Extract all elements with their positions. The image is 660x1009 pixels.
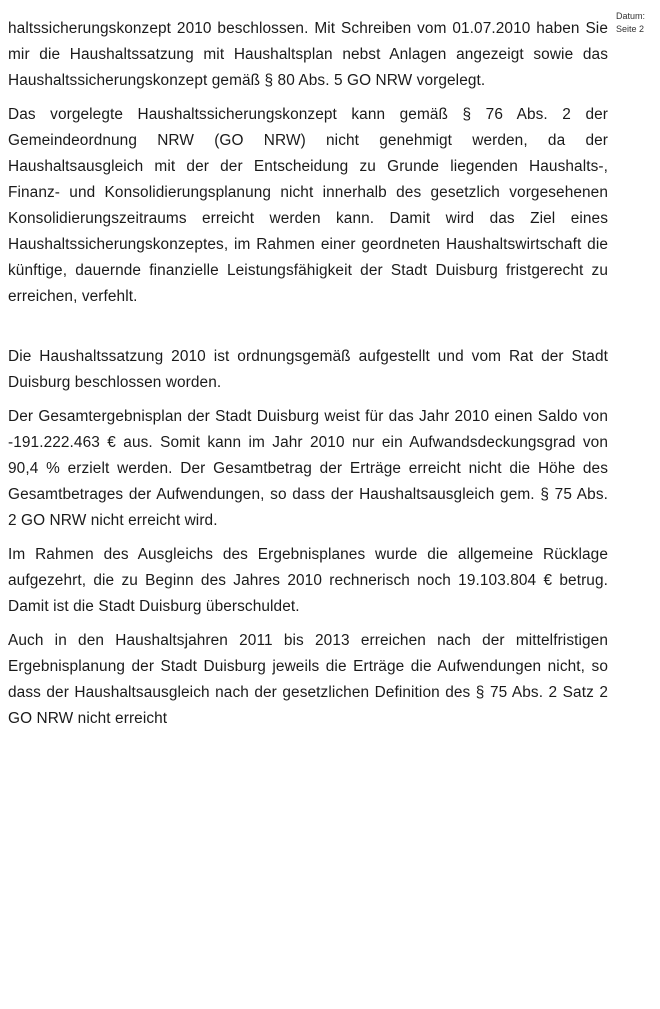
paragraph-4: Der Gesamtergebnisplan der Stadt Duisburg weist für das Jahr 2010 einen Saldo von -191.222.463 € aus. Somit kann im Jahr 2010 nur ein Aufwandsdeckungsgrad von 90,4 % erzielt werden. Der Gesamtbetrag der Erträge erreicht nicht die Höhe des Gesamtbetrages der Aufwendungen, so dass der Haushaltsausgleich gem. § 75 Abs. 2 GO NRW nicht erreicht wird. xyxy=(8,408,608,529)
datum-label: Datum: xyxy=(616,11,646,21)
paragraph-2: Das vorgelegte Haushaltssicherungskonzept kann gemäß § 76 Abs. 2 der Gemeindeordnung NRW (GO NRW) nicht genehmigt werden, da der Haushaltsausgleich mit der der Entscheidung zu Grunde liegenden Haushalts-, Finanz- und Konsolidierungsplanung nicht innerhalb des gesetzlich vorgesehenen Konsolidierungszeitraums erreicht werden kann. Damit wird das Ziel eines Haushaltssicherungskonzeptes, im Rahmen einer geordneten Haushaltswirtschaft die künftige, dauernde finanzielle Leistungsfähigkeit der Stadt Duisburg fristgerecht zu erreichen, verfehlt. xyxy=(8,106,608,305)
letter-body xyxy=(8,16,608,740)
margin-note xyxy=(616,10,660,36)
paragraph-6: Auch in den Haushaltsjahren 2011 bis 2013 erreichen nach der mittelfristigen Ergebnisplanung der Stadt Duisburg jeweils die Erträge die Aufwendungen nicht, so dass der Haushaltsausgleich nach der gesetzlichen Definition des § 75 Abs. 2 Satz 2 GO NRW nicht erreicht xyxy=(8,632,608,727)
paragraph-5: Im Rahmen des Ausgleichs des Ergebnisplanes wurde die allgemeine Rücklage aufgezehrt, die zu Beginn des Jahres 2010 rechnerisch noch 19.103.804 € betrug. Damit ist die Stadt Duisburg überschuldet. xyxy=(8,546,608,615)
paragraph-3: Die Haushaltssatzung 2010 ist ordnungsgemäß aufgestellt und vom Rat der Stadt Duisburg beschlossen worden. xyxy=(8,348,608,391)
paragraph-1: haltssicherungskonzept 2010 beschlossen. Mit Schreiben vom 01.07.2010 haben Sie mir die Haushaltssatzung mit Haushaltsplan nebst Anlagen angezeigt sowie das Haushaltssicherungskonzept gemäß § 80 Abs. 5 GO NRW vorgelegt. xyxy=(8,20,608,89)
seite-label: Seite 2 xyxy=(616,24,645,34)
